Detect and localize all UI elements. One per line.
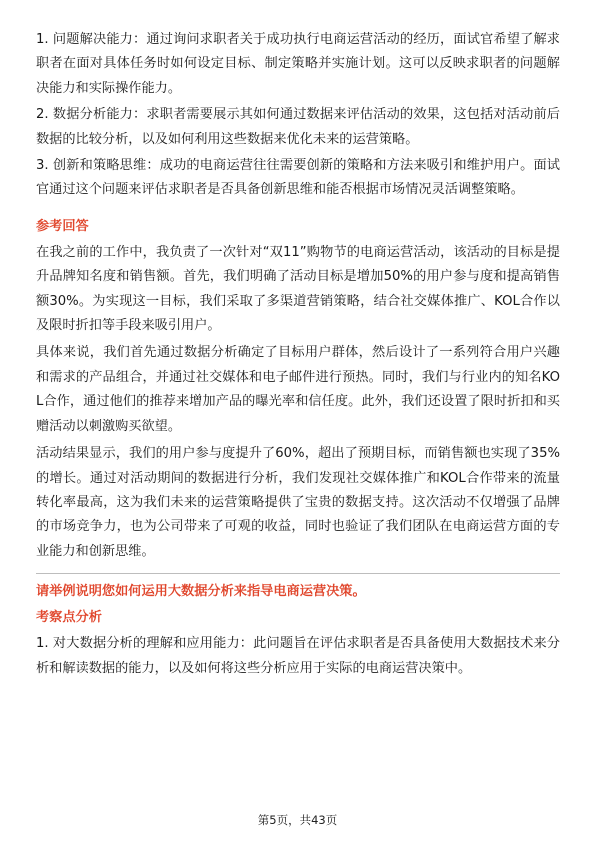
analysis-point: 3. 创新和策略思维：成功的电商运营往往需要创新的策略和方法来吸引和维护用户。面试官通过这个问题来评估求职者是否具备创新思维和能否根据市场情况灵活调整策略。: [36, 158, 560, 198]
section-divider: [36, 573, 560, 574]
reference-answer-heading: 参考回答: [36, 218, 89, 234]
analysis-point: 2. 数据分析能力：求职者需要展示其如何通过数据来评估活动的效果，这包括对活动前后数据的比较分析，以及如何利用这些数据来优化未来的运营策略。: [36, 107, 560, 147]
reference-answer-paragraph: 在我之前的工作中，我负责了一次针对“双11”购物节的电商运营活动，该活动的目标是提升品牌知名度和销售额。首先，我们明确了活动目标是增加50%的用户参与度和提高销售额30%。为实现这一目标，我们采取了多渠道营销策略，结合社交媒体推广、KOL合作以及限时折扣等手段来吸引用户。: [36, 244, 560, 334]
page-number: 第5页，共43页: [257, 813, 338, 827]
analysis-heading: 考察点分析: [36, 610, 102, 626]
reference-answer-paragraph: 活动结果显示，我们的用户参与度提升了60%，超出了预期目标，而销售额也实现了35%的增长。通过对活动期间的数据进行分析，我们发现社交媒体推广和KOL合作带来的流量转化率最高，这为我们未来的运营策略提供了宝贵的数据支持。这次活动不仅增强了品牌的市场竞争力，也为公司带来了可观的收益，同时也验证了我们团队在电商运营方面的专业能力和创新思维。: [36, 446, 560, 559]
question-title: 请举例说明您如何运用大数据分析来指导电商运营决策。: [36, 584, 366, 600]
analysis-point: 1. 对大数据分析的理解和应用能力：此问题旨在评估求职者是否具备使用大数据技术来分析和解读数据的能力，以及如何将这些分析应用于实际的电商运营决策中。: [36, 636, 560, 676]
analysis-point: 1. 问题解决能力：通过询问求职者关于成功执行电商运营活动的经历，面试官希望了解求职者在面对具体任务时如何设定目标、制定策略并实施计划。这可以反映求职者的问题解决能力和实际操作能力。: [36, 32, 560, 96]
reference-answer-paragraph: 具体来说，我们首先通过数据分析确定了目标用户群体，然后设计了一系列符合用户兴趣和需求的产品组合，并通过社交媒体和电子邮件进行预热。同时，我们与行业内的知名KOL合作，通过他们的推荐来增加产品的曝光率和信任度。此外，我们还设置了限时折扣和买赠活动以刺激购买欲望。: [36, 345, 560, 434]
page-content: [36, 28, 560, 681]
